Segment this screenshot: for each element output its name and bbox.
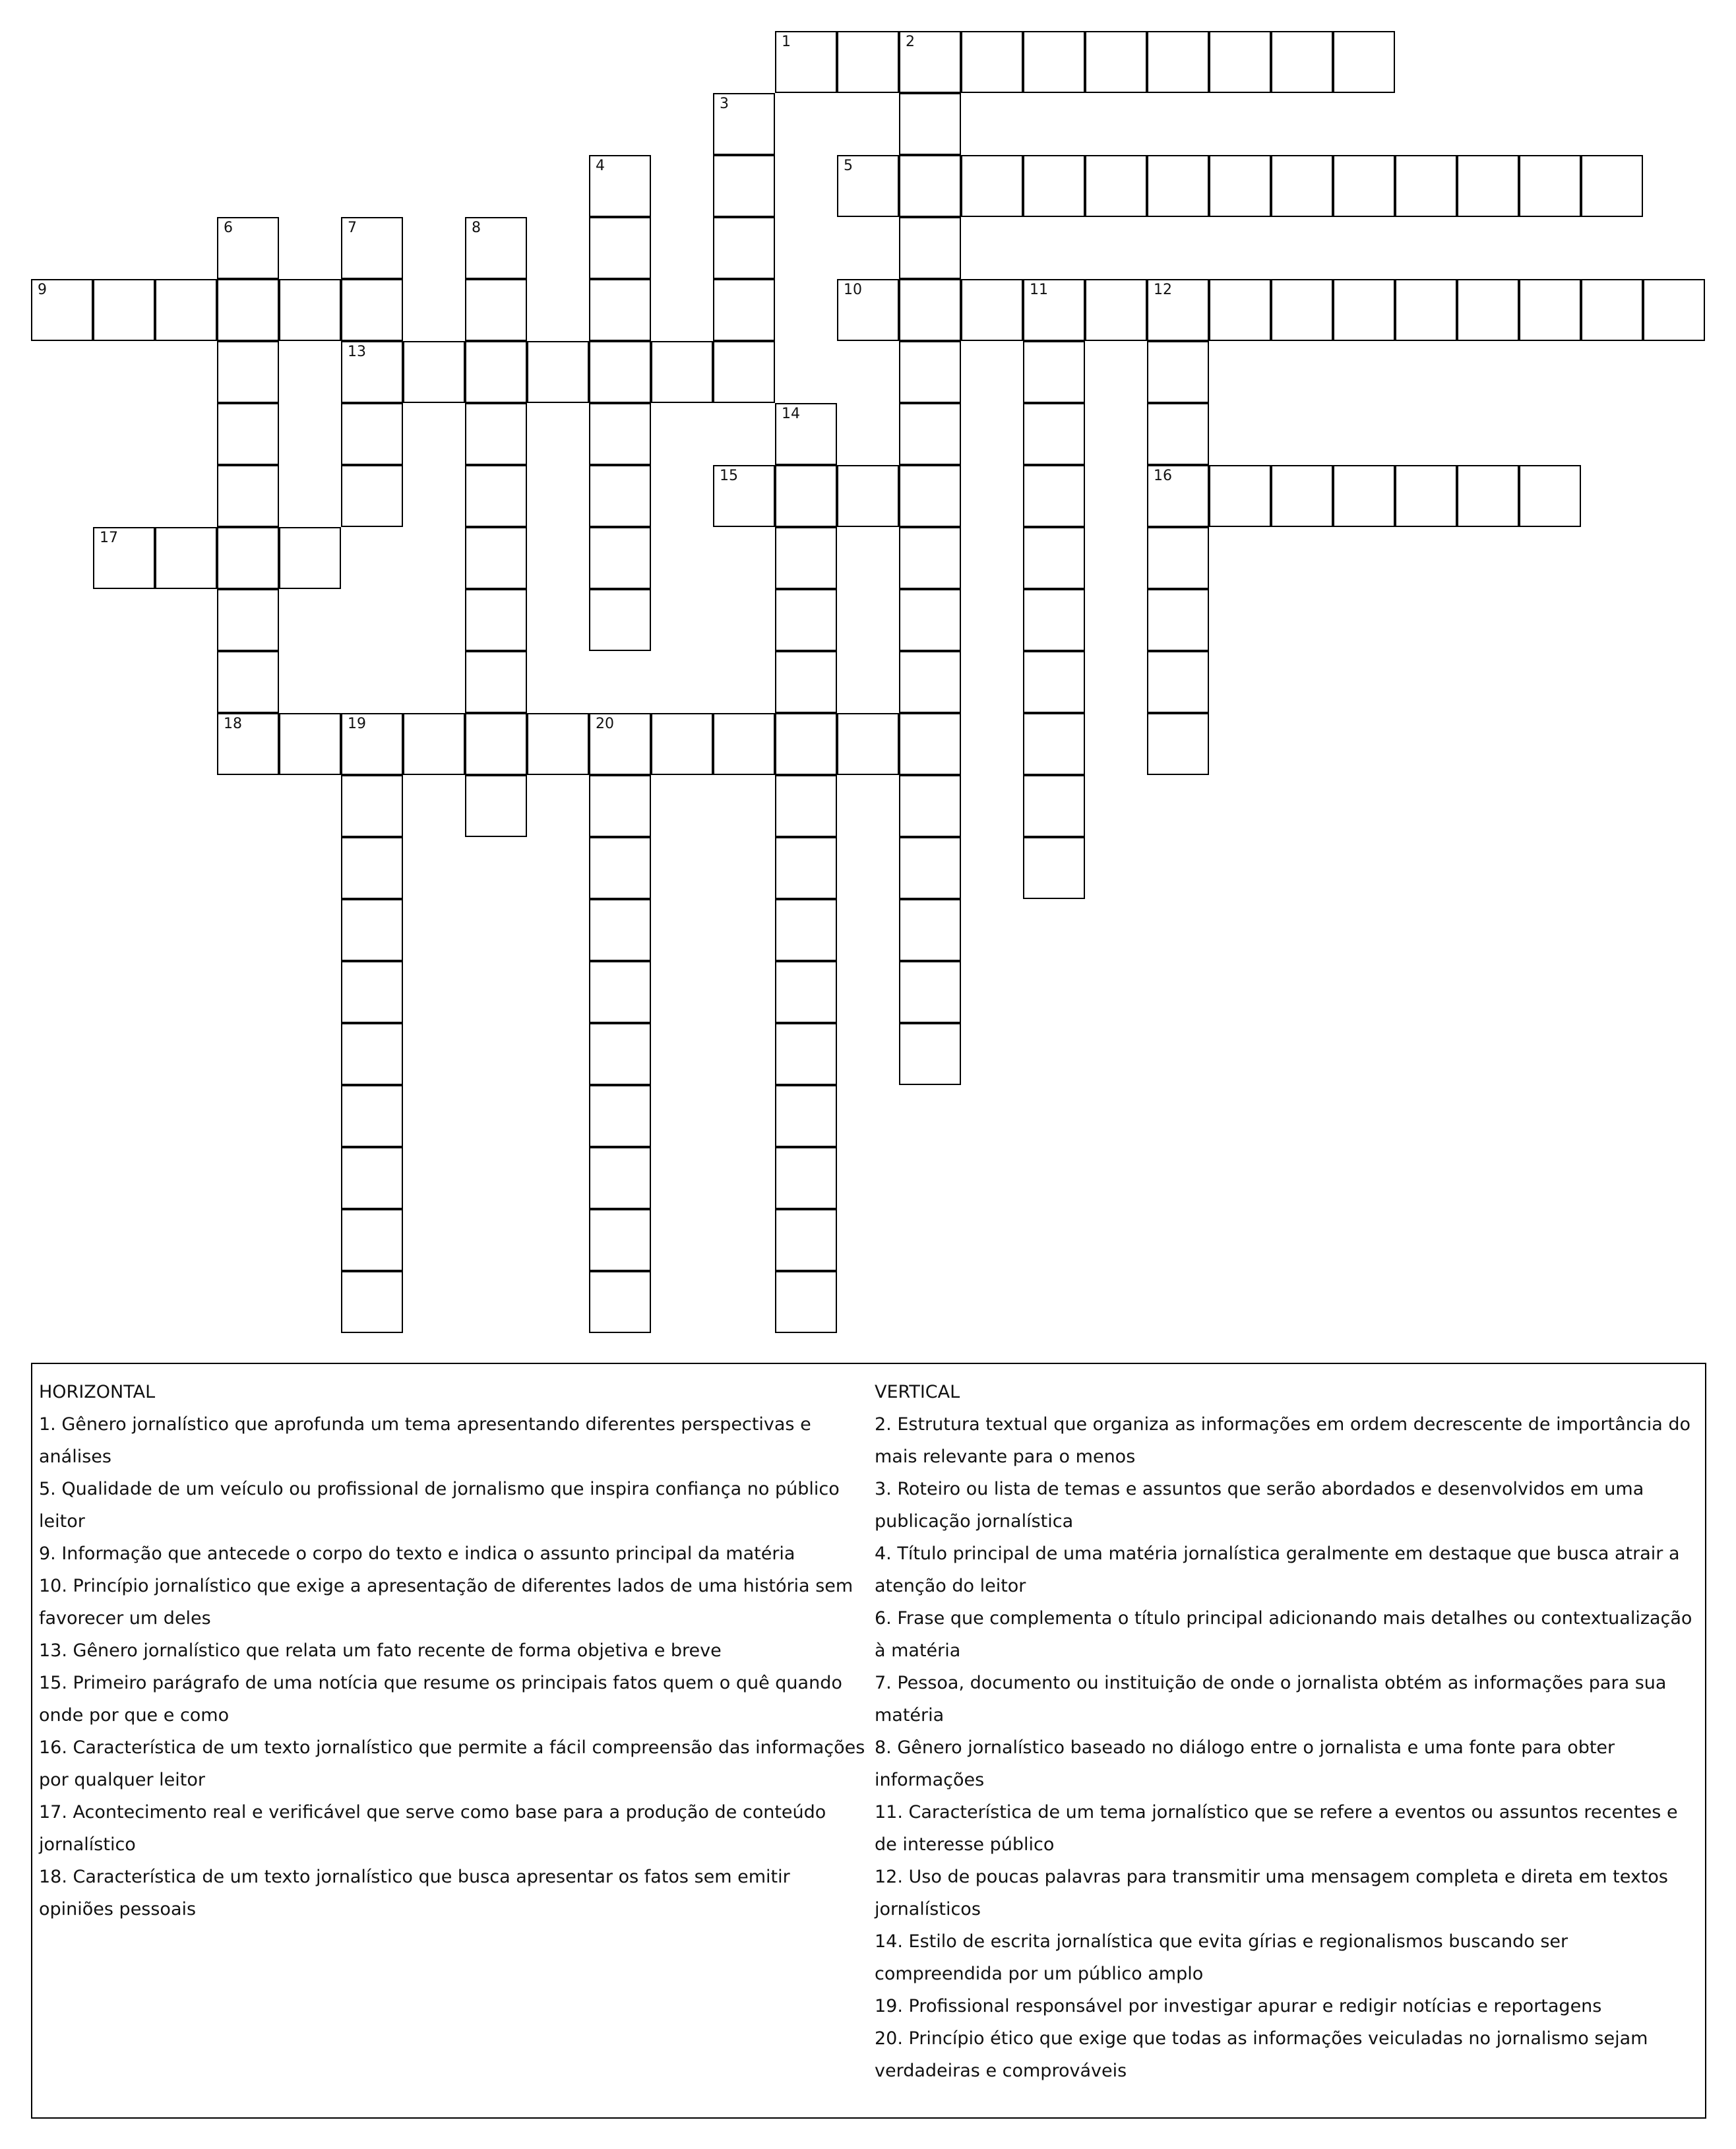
- grid-cell[interactable]: [217, 403, 279, 465]
- grid-cell[interactable]: [465, 775, 527, 837]
- grid-cell-8[interactable]: [465, 217, 527, 279]
- grid-cell-9[interactable]: [31, 279, 93, 341]
- grid-cell[interactable]: [899, 837, 961, 899]
- grid-cell[interactable]: [1023, 713, 1085, 775]
- grid-cell[interactable]: [775, 961, 837, 1023]
- grid-cell[interactable]: [589, 527, 651, 589]
- clue-h-13: 13. Gênero jornalístico que relata um fato recente de forma objetiva e breve: [39, 1640, 722, 1661]
- grid-cell[interactable]: [1333, 31, 1395, 93]
- clue-number: 2: [906, 34, 915, 50]
- clue-v-3: 3. Roteiro ou lista de temas e assuntos que serão abordados e desenvolvidos em uma publicação jornalística: [875, 1479, 1644, 1532]
- grid-cell-12[interactable]: [1147, 279, 1209, 341]
- grid-cell[interactable]: [899, 279, 961, 341]
- grid-cell[interactable]: [961, 155, 1023, 217]
- grid-cell[interactable]: [1271, 31, 1333, 93]
- grid-cell[interactable]: [775, 1085, 837, 1147]
- grid-cell[interactable]: [837, 31, 899, 93]
- grid-cell[interactable]: [713, 155, 775, 217]
- vertical-title: VERTICAL: [875, 1382, 960, 1402]
- grid-cell[interactable]: [775, 1147, 837, 1209]
- grid-cell[interactable]: [1333, 279, 1395, 341]
- clue-number: 11: [1030, 282, 1048, 298]
- clue-number: 19: [348, 716, 366, 732]
- clue-v-20: 20. Princípio ético que exige que todas as informações veiculadas no jornalismo sejam verdadeiras e comprováveis: [875, 2028, 1648, 2081]
- grid-cell[interactable]: [465, 465, 527, 527]
- clue-h-18: 18. Característica de um texto jornalístico que busca apresentar os fatos sem emitir opiniões pessoais: [39, 1867, 790, 1919]
- clue-number: 8: [472, 220, 481, 236]
- grid-cell[interactable]: [961, 31, 1023, 93]
- clue-number: 20: [596, 716, 614, 732]
- grid-cell[interactable]: [1395, 465, 1457, 527]
- clue-number: 18: [224, 716, 242, 732]
- grid-cell[interactable]: [1085, 31, 1147, 93]
- grid-cell[interactable]: [1147, 31, 1209, 93]
- grid-cell[interactable]: [1209, 279, 1271, 341]
- grid-cell[interactable]: [279, 279, 341, 341]
- clue-v-7: 7. Pessoa, documento ou instituição de onde o jornalista obtém as informações para sua matéria: [875, 1673, 1667, 1726]
- grid-cell[interactable]: [279, 713, 341, 775]
- grid-cell[interactable]: [527, 713, 589, 775]
- grid-cell[interactable]: [1209, 31, 1271, 93]
- grid-cell-18[interactable]: [217, 713, 279, 775]
- clue-number: 1: [782, 34, 791, 50]
- grid-cell[interactable]: [1395, 155, 1457, 217]
- clue-number: 16: [1154, 468, 1172, 484]
- grid-cell[interactable]: [1271, 279, 1333, 341]
- clue-h-10: 10. Princípio jornalístico que exige a apresentação de diferentes lados de uma história sem favorecer um deles: [39, 1576, 853, 1629]
- grid-cell[interactable]: [589, 217, 651, 279]
- grid-cell[interactable]: [1147, 403, 1209, 465]
- grid-cell[interactable]: [1147, 589, 1209, 651]
- grid-cell-5[interactable]: [837, 155, 899, 217]
- horizontal-title: HORIZONTAL: [39, 1382, 156, 1402]
- grid-cell[interactable]: [1147, 651, 1209, 713]
- grid-cell[interactable]: [961, 279, 1023, 341]
- grid-cell-16[interactable]: [1147, 465, 1209, 527]
- grid-cell-11[interactable]: [1023, 279, 1085, 341]
- grid-cell[interactable]: [899, 961, 961, 1023]
- clue-v-19: 19. Profissional responsável por investigar apurar e redigir notícias e reportagens: [875, 1996, 1602, 2016]
- grid-cell[interactable]: [589, 775, 651, 837]
- grid-cell[interactable]: [589, 1085, 651, 1147]
- grid-cell[interactable]: [341, 403, 403, 465]
- grid-cell[interactable]: [527, 341, 589, 403]
- grid-cell[interactable]: [341, 961, 403, 1023]
- clue-number: 12: [1154, 282, 1172, 298]
- grid-cell[interactable]: [217, 527, 279, 589]
- grid-cell[interactable]: [1147, 155, 1209, 217]
- grid-cell[interactable]: [155, 279, 217, 341]
- grid-cell[interactable]: [341, 465, 403, 527]
- grid-cell[interactable]: [341, 279, 403, 341]
- grid-cell-13[interactable]: [341, 341, 403, 403]
- grid-cell[interactable]: [1023, 31, 1085, 93]
- grid-cell[interactable]: [899, 341, 961, 403]
- grid-cell[interactable]: [465, 279, 527, 341]
- grid-cell[interactable]: [1209, 155, 1271, 217]
- grid-cell[interactable]: [1023, 465, 1085, 527]
- grid-cell[interactable]: [279, 527, 341, 589]
- grid-cell[interactable]: [775, 713, 837, 775]
- clue-v-4: 4. Título principal de uma matéria jornalística geralmente em destaque que busca atrair a atenção do leitor: [875, 1543, 1680, 1596]
- grid-cell[interactable]: [589, 899, 651, 961]
- grid-cell[interactable]: [837, 465, 899, 527]
- grid-cell[interactable]: [589, 589, 651, 651]
- grid-cell[interactable]: [1085, 155, 1147, 217]
- grid-cell[interactable]: [1271, 155, 1333, 217]
- grid-cell-7[interactable]: [341, 217, 403, 279]
- grid-cell[interactable]: [1457, 155, 1519, 217]
- grid-cell-19[interactable]: [341, 713, 403, 775]
- grid-cell[interactable]: [899, 713, 961, 775]
- grid-cell[interactable]: [775, 651, 837, 713]
- grid-cell[interactable]: [217, 651, 279, 713]
- clue-h-16: 16. Característica de um texto jornalístico que permite a fácil compreensão das informações por qualquer leitor: [39, 1737, 865, 1790]
- grid-cell[interactable]: [713, 713, 775, 775]
- grid-cell[interactable]: [1271, 465, 1333, 527]
- clue-h-1: 1. Gênero jornalístico que aprofunda um tema apresentando diferentes perspectivas e análises: [39, 1414, 811, 1467]
- clue-h-17: 17. Acontecimento real e verificável que serve como base para a produção de conteúdo jornalístico: [39, 1802, 826, 1855]
- grid-cell[interactable]: [589, 341, 651, 403]
- horizontal-clues-column: [39, 1376, 867, 1925]
- grid-cell[interactable]: [1023, 527, 1085, 589]
- grid-cell[interactable]: [465, 651, 527, 713]
- clue-number: 10: [844, 282, 862, 298]
- grid-cell[interactable]: [1519, 279, 1581, 341]
- grid-cell[interactable]: [217, 341, 279, 403]
- grid-cell[interactable]: [589, 465, 651, 527]
- grid-cell[interactable]: [341, 837, 403, 899]
- grid-cell[interactable]: [775, 589, 837, 651]
- grid-cell[interactable]: [775, 1209, 837, 1271]
- grid-cell[interactable]: [837, 713, 899, 775]
- grid-cell[interactable]: [465, 341, 527, 403]
- grid-cell[interactable]: [899, 93, 961, 155]
- grid-cell[interactable]: [1023, 775, 1085, 837]
- grid-cell[interactable]: [589, 279, 651, 341]
- grid-cell[interactable]: [899, 775, 961, 837]
- grid-cell[interactable]: [403, 713, 465, 775]
- clue-number: 6: [224, 220, 233, 236]
- grid-cell-15[interactable]: [713, 465, 775, 527]
- grid-cell[interactable]: [155, 527, 217, 589]
- grid-cell[interactable]: [1333, 465, 1395, 527]
- grid-cell[interactable]: [217, 589, 279, 651]
- grid-cell-2[interactable]: [899, 31, 961, 93]
- grid-cell[interactable]: [589, 961, 651, 1023]
- clue-number: 13: [348, 344, 366, 360]
- grid-cell[interactable]: [775, 527, 837, 589]
- grid-cell[interactable]: [1581, 279, 1643, 341]
- grid-cell[interactable]: [775, 465, 837, 527]
- vertical-clues-column: [875, 1376, 1699, 2087]
- clues-box: [31, 1363, 1706, 2119]
- clue-number: 17: [100, 530, 118, 546]
- clue-h-5: 5. Qualidade de um veículo ou profissional de jornalismo que inspira confiança no público leitor: [39, 1479, 840, 1532]
- grid-cell[interactable]: [899, 527, 961, 589]
- grid-cell[interactable]: [899, 651, 961, 713]
- grid-cell[interactable]: [1023, 651, 1085, 713]
- grid-cell[interactable]: [775, 1023, 837, 1085]
- grid-cell[interactable]: [465, 589, 527, 651]
- grid-cell[interactable]: [1395, 279, 1457, 341]
- grid-cell-1[interactable]: [775, 31, 837, 93]
- clue-v-2: 2. Estrutura textual que organiza as informações em ordem decrescente de importância do mais relevante para o menos: [875, 1414, 1691, 1467]
- grid-cell[interactable]: [1147, 341, 1209, 403]
- grid-cell[interactable]: [651, 713, 713, 775]
- grid-cell[interactable]: [1023, 403, 1085, 465]
- grid-cell[interactable]: [1643, 279, 1705, 341]
- grid-cell[interactable]: [713, 341, 775, 403]
- clue-number: 15: [720, 468, 738, 484]
- grid-cell[interactable]: [1023, 589, 1085, 651]
- grid-cell[interactable]: [899, 465, 961, 527]
- clue-h-15: 15. Primeiro parágrafo de uma notícia que resume os principais fatos quem o quê quando onde por que e como: [39, 1673, 842, 1726]
- grid-cell[interactable]: [1581, 155, 1643, 217]
- clue-h-9: 9. Informação que antecede o corpo do texto e indica o assunto principal da matéria: [39, 1543, 795, 1564]
- grid-cell[interactable]: [713, 279, 775, 341]
- grid-cell[interactable]: [1457, 465, 1519, 527]
- grid-cell[interactable]: [1023, 155, 1085, 217]
- grid-cell[interactable]: [1147, 527, 1209, 589]
- clue-v-12: 12. Uso de poucas palavras para transmitir uma mensagem completa e direta em textos jornalísticos: [875, 1867, 1668, 1919]
- grid-cell[interactable]: [341, 1147, 403, 1209]
- grid-cell[interactable]: [403, 341, 465, 403]
- clue-v-6: 6. Frase que complementa o título principal adicionando mais detalhes ou contextualização à matéria: [875, 1608, 1692, 1661]
- grid-cell[interactable]: [341, 1271, 403, 1333]
- grid-cell[interactable]: [899, 589, 961, 651]
- grid-cell[interactable]: [341, 775, 403, 837]
- grid-cell[interactable]: [1023, 837, 1085, 899]
- grid-cell[interactable]: [589, 1209, 651, 1271]
- grid-cell-10[interactable]: [837, 279, 899, 341]
- clue-v-8: 8. Gênero jornalístico baseado no diálogo entre o jornalista e uma fonte para obter informações: [875, 1737, 1615, 1790]
- grid-cell[interactable]: [775, 775, 837, 837]
- clue-number: 9: [38, 282, 47, 298]
- grid-cell[interactable]: [651, 341, 713, 403]
- grid-cell[interactable]: [465, 403, 527, 465]
- grid-cell-4[interactable]: [589, 155, 651, 217]
- grid-cell[interactable]: [217, 465, 279, 527]
- grid-cell-14[interactable]: [775, 403, 837, 465]
- grid-cell[interactable]: [899, 155, 961, 217]
- grid-cell[interactable]: [713, 217, 775, 279]
- grid-cell-6[interactable]: [217, 217, 279, 279]
- grid-cell[interactable]: [589, 1147, 651, 1209]
- grid-cell[interactable]: [465, 713, 527, 775]
- grid-cell[interactable]: [899, 899, 961, 961]
- grid-cell[interactable]: [217, 279, 279, 341]
- grid-cell[interactable]: [1209, 465, 1271, 527]
- clue-number: 7: [348, 220, 357, 236]
- grid-cell[interactable]: [341, 899, 403, 961]
- grid-cell[interactable]: [1519, 155, 1581, 217]
- grid-cell[interactable]: [775, 837, 837, 899]
- clue-number: 3: [720, 96, 729, 112]
- grid-cell[interactable]: [341, 1209, 403, 1271]
- grid-cell-20[interactable]: [589, 713, 651, 775]
- grid-cell[interactable]: [589, 1271, 651, 1333]
- clue-number: 14: [782, 406, 800, 422]
- grid-cell[interactable]: [589, 403, 651, 465]
- clue-number: 5: [844, 158, 853, 174]
- grid-cell[interactable]: [899, 403, 961, 465]
- grid-cell-17[interactable]: [93, 527, 155, 589]
- grid-cell[interactable]: [465, 527, 527, 589]
- grid-cell[interactable]: [341, 1023, 403, 1085]
- grid-cell[interactable]: [775, 899, 837, 961]
- grid-cell[interactable]: [899, 217, 961, 279]
- grid-cell[interactable]: [1519, 465, 1581, 527]
- grid-cell-3[interactable]: [713, 93, 775, 155]
- grid-cell[interactable]: [1457, 279, 1519, 341]
- grid-cell[interactable]: [589, 1023, 651, 1085]
- grid-cell[interactable]: [1085, 279, 1147, 341]
- clue-number: 4: [596, 158, 605, 174]
- grid-cell[interactable]: [1147, 713, 1209, 775]
- grid-cell[interactable]: [1023, 341, 1085, 403]
- grid-cell[interactable]: [341, 1085, 403, 1147]
- clue-v-14: 14. Estilo de escrita jornalística que evita gírias e regionalismos buscando ser compreendida por um público amplo: [875, 1931, 1568, 1984]
- grid-cell[interactable]: [899, 1023, 961, 1085]
- clue-v-11: 11. Característica de um tema jornalístico que se refere a eventos ou assuntos recentes e de interesse público: [875, 1802, 1678, 1855]
- grid-cell[interactable]: [775, 1271, 837, 1333]
- grid-cell[interactable]: [589, 837, 651, 899]
- grid-cell[interactable]: [93, 279, 155, 341]
- grid-cell[interactable]: [1333, 155, 1395, 217]
